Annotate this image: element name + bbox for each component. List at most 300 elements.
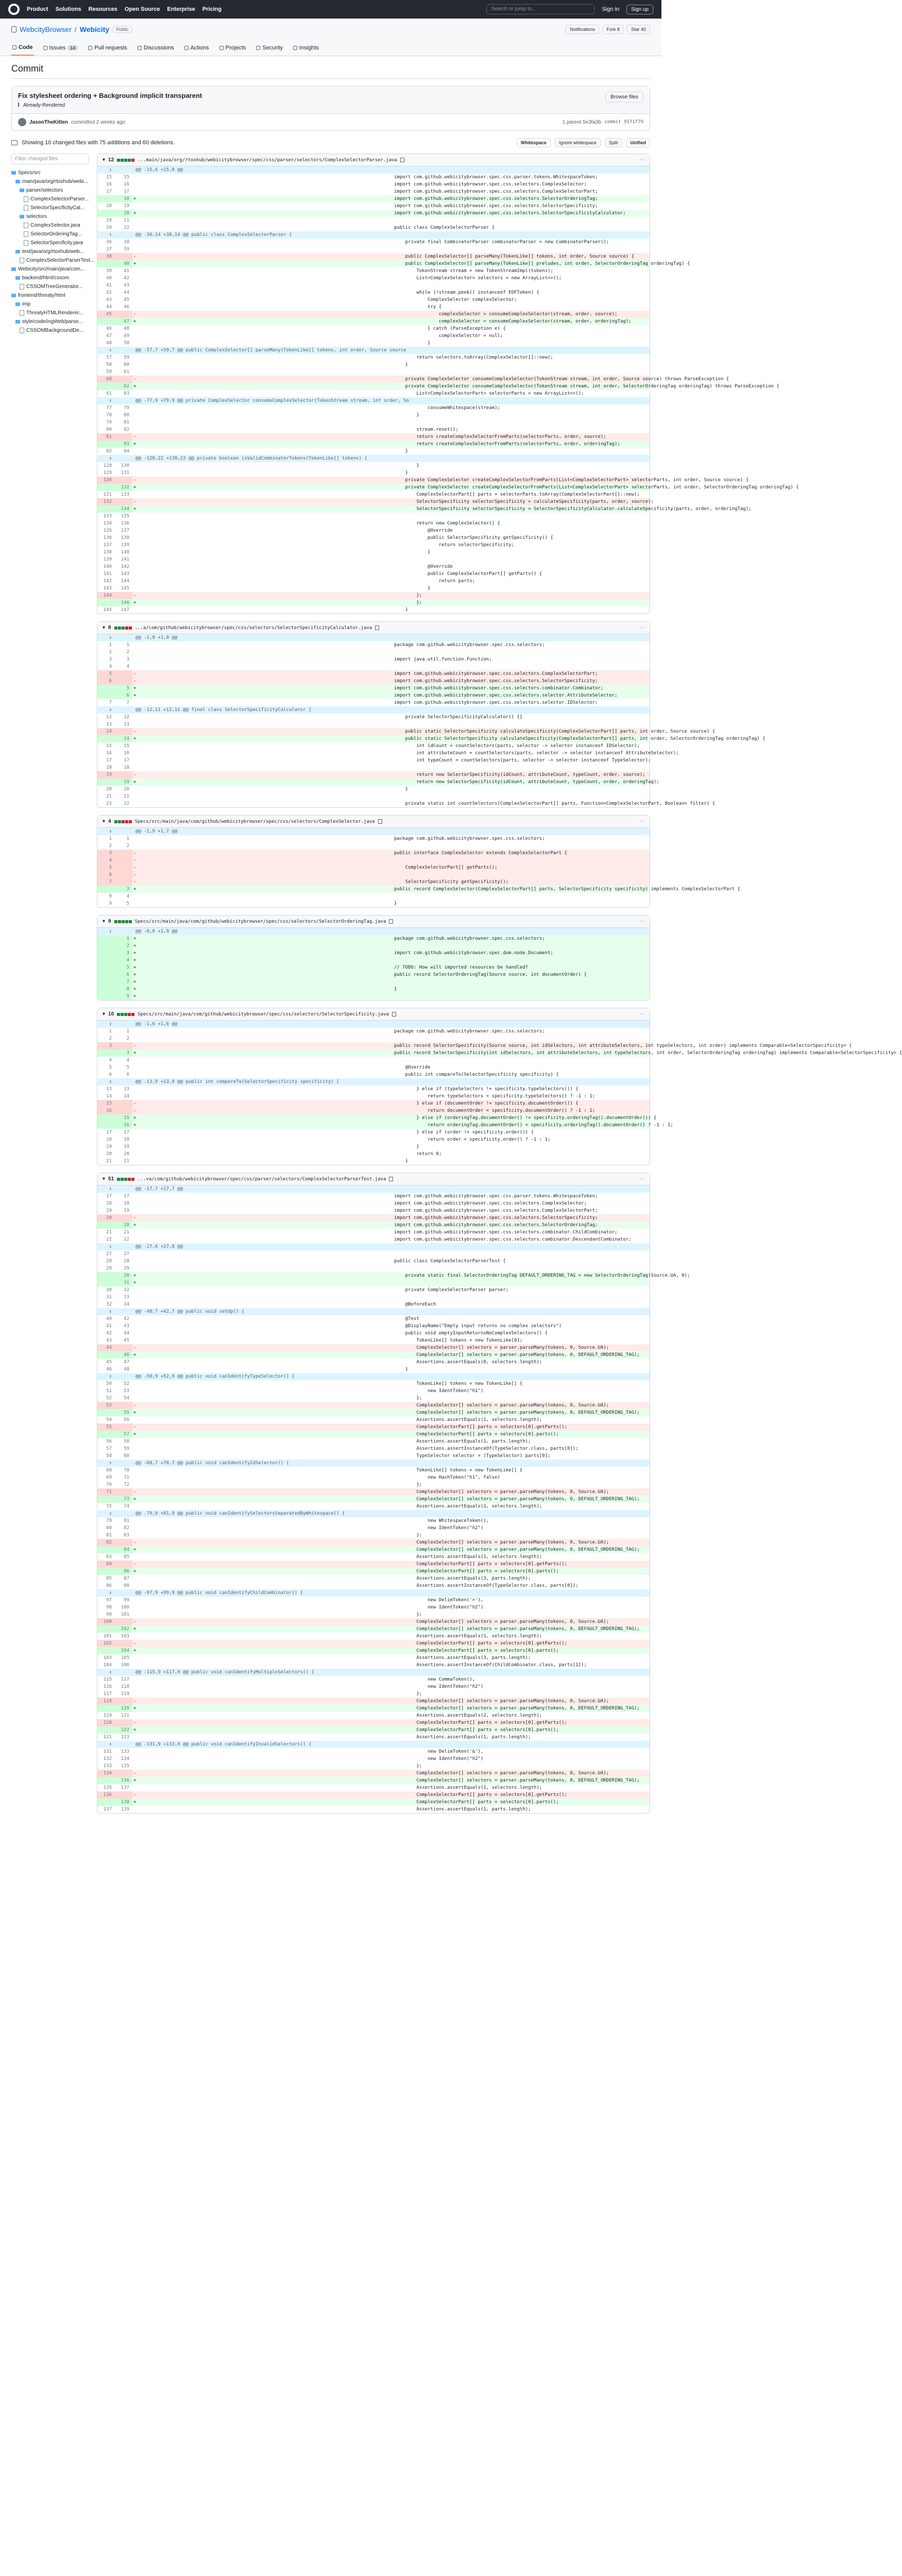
old-line-number[interactable]: 101 <box>103 1634 112 1639</box>
file-tree-toggle-icon[interactable] <box>11 140 18 145</box>
new-line-number[interactable]: 70 <box>124 1468 129 1473</box>
fork-button[interactable]: Fork 8 <box>602 25 624 34</box>
old-line-number[interactable]: 1 <box>109 1029 112 1034</box>
old-line-number[interactable]: 137 <box>103 543 112 548</box>
new-line-number[interactable]: 3 <box>115 886 132 893</box>
new-line-number[interactable]: 45 <box>124 297 129 302</box>
new-line-number[interactable] <box>115 1539 132 1546</box>
chevron-down-icon[interactable]: ▾ <box>103 1011 106 1017</box>
old-line-number[interactable]: 85 <box>106 1576 112 1581</box>
old-line-number[interactable]: 78 <box>106 413 112 418</box>
kebab-menu-icon[interactable]: ⋯ <box>639 625 644 631</box>
old-line-number[interactable]: 51 <box>106 1388 112 1394</box>
tab-issues[interactable] <box>42 41 79 56</box>
new-line-number[interactable]: 139 <box>121 543 129 548</box>
new-line-number[interactable]: 59 <box>124 1446 129 1451</box>
old-line-number[interactable]: 82 <box>106 449 112 454</box>
avatar[interactable] <box>18 118 26 126</box>
old-line-number[interactable]: 39 <box>106 268 112 274</box>
new-line-number[interactable] <box>115 864 132 871</box>
old-line-number[interactable]: 38 <box>97 253 115 260</box>
new-line-number[interactable]: 44 <box>124 290 129 295</box>
old-line-number[interactable]: 6 <box>97 677 115 685</box>
old-line-number[interactable]: 100 <box>97 1618 115 1625</box>
browse-files-button[interactable]: Browse files <box>605 92 643 103</box>
old-line-number[interactable] <box>97 692 115 699</box>
sign-in-link[interactable]: Sign in <box>602 6 620 12</box>
chevron-down-icon[interactable]: ▾ <box>103 819 106 824</box>
old-line-number[interactable]: 7 <box>109 700 112 705</box>
old-line-number[interactable]: 130 <box>97 477 115 484</box>
old-line-number[interactable]: 5 <box>97 670 115 677</box>
whitespace-toggle[interactable]: Whitespace <box>517 138 551 147</box>
new-line-number[interactable]: 138 <box>115 1799 132 1806</box>
tree-file[interactable] <box>11 309 89 317</box>
new-line-number[interactable]: 18 <box>115 195 132 202</box>
new-line-number[interactable]: 81 <box>124 1518 129 1523</box>
filter-files-input[interactable]: Filter changed files <box>11 154 89 164</box>
tree-file[interactable] <box>11 282 89 291</box>
expand-icon[interactable]: ↕ <box>97 397 115 404</box>
old-line-number[interactable]: 134 <box>97 1770 115 1777</box>
old-line-number[interactable]: 137 <box>103 1807 112 1812</box>
new-line-number[interactable]: 41 <box>124 268 129 274</box>
old-line-number[interactable]: 80 <box>106 427 112 432</box>
new-line-number[interactable]: 4 <box>115 957 132 964</box>
old-line-number[interactable]: 128 <box>103 463 112 468</box>
new-line-number[interactable]: 48 <box>124 326 129 331</box>
new-line-number[interactable] <box>115 1770 132 1777</box>
old-line-number[interactable]: 18 <box>106 204 112 209</box>
tree-folder[interactable] <box>11 177 89 186</box>
expand-icon[interactable]: ↕ <box>97 634 115 641</box>
old-line-number[interactable]: 58 <box>106 362 112 367</box>
new-line-number[interactable]: 133 <box>121 492 129 497</box>
new-line-number[interactable]: 38 <box>124 240 129 245</box>
old-line-number[interactable] <box>97 1409 115 1416</box>
new-line-number[interactable] <box>115 871 132 878</box>
old-line-number[interactable]: 97 <box>106 1598 112 1603</box>
new-line-number[interactable]: 63 <box>124 391 129 396</box>
old-line-number[interactable]: 20 <box>97 1214 115 1222</box>
new-line-number[interactable]: 123 <box>121 1735 129 1740</box>
old-line-number[interactable]: 15 <box>97 1100 115 1107</box>
tree-folder[interactable] <box>11 291 89 300</box>
expand-icon[interactable]: ↕ <box>97 1185 115 1193</box>
new-line-number[interactable]: 47 <box>115 318 132 325</box>
new-line-number[interactable]: 3 <box>115 1049 132 1057</box>
new-line-number[interactable]: 28 <box>124 1259 129 1264</box>
old-line-number[interactable]: 60 <box>97 376 115 383</box>
kebab-menu-icon[interactable]: ⋯ <box>639 919 644 924</box>
new-line-number[interactable]: 59 <box>124 355 129 360</box>
new-line-number[interactable]: 62 <box>115 383 132 390</box>
new-line-number[interactable]: 43 <box>124 283 129 288</box>
old-line-number[interactable]: 2 <box>109 650 112 655</box>
new-line-number[interactable]: 6 <box>115 692 132 699</box>
tree-file[interactable] <box>11 326 89 335</box>
old-line-number[interactable]: 144 <box>97 592 115 599</box>
old-line-number[interactable]: 31 <box>106 1295 112 1300</box>
chevron-down-icon[interactable]: ▾ <box>103 157 106 163</box>
old-line-number[interactable]: 41 <box>106 1324 112 1329</box>
new-line-number[interactable]: 31 <box>115 1279 132 1286</box>
new-line-number[interactable]: 17 <box>124 1130 129 1135</box>
new-line-number[interactable]: 4 <box>126 1058 129 1063</box>
nav-enterprise[interactable]: Enterprise <box>167 6 195 12</box>
new-line-number[interactable]: 87 <box>124 1576 129 1581</box>
old-line-number[interactable]: 46 <box>106 1367 112 1372</box>
tab-pull-requests[interactable] <box>87 41 128 56</box>
old-line-number[interactable] <box>97 1351 115 1359</box>
old-line-number[interactable]: 3 <box>109 657 112 662</box>
new-line-number[interactable]: 20 <box>115 210 132 217</box>
new-line-number[interactable]: 33 <box>124 1295 129 1300</box>
new-line-number[interactable]: 82 <box>124 1526 129 1531</box>
old-line-number[interactable]: 40 <box>106 1316 112 1321</box>
old-line-number[interactable]: 41 <box>106 283 112 288</box>
old-line-number[interactable] <box>97 383 115 390</box>
new-line-number[interactable] <box>115 253 132 260</box>
old-line-number[interactable]: 99 <box>106 1612 112 1617</box>
copy-icon[interactable] <box>392 1012 396 1016</box>
old-line-number[interactable]: 40 <box>106 276 112 281</box>
new-line-number[interactable] <box>115 1100 132 1107</box>
new-line-number[interactable]: 4 <box>126 664 129 669</box>
new-line-number[interactable] <box>115 498 132 505</box>
old-line-number[interactable] <box>97 1222 115 1229</box>
old-line-number[interactable]: 43 <box>106 297 112 302</box>
new-line-number[interactable]: 74 <box>124 1504 129 1509</box>
new-line-number[interactable]: 85 <box>124 1554 129 1560</box>
old-line-number[interactable] <box>97 195 115 202</box>
old-line-number[interactable]: 59 <box>106 369 112 375</box>
old-line-number[interactable] <box>97 950 115 957</box>
new-line-number[interactable]: 58 <box>124 1439 129 1444</box>
old-line-number[interactable]: 37 <box>106 247 112 252</box>
old-line-number[interactable]: 22 <box>106 801 112 806</box>
old-line-number[interactable]: 119 <box>103 1713 112 1718</box>
old-line-number[interactable]: 2 <box>109 1036 112 1041</box>
new-line-number[interactable] <box>115 1791 132 1799</box>
new-line-number[interactable]: 60 <box>124 1453 129 1459</box>
new-line-number[interactable]: 102 <box>115 1625 132 1633</box>
old-line-number[interactable]: 36 <box>106 240 112 245</box>
old-line-number[interactable]: 21 <box>106 794 112 799</box>
old-line-number[interactable]: 6 <box>109 1072 112 1077</box>
new-line-number[interactable]: 18 <box>124 1137 129 1142</box>
repo-name-link[interactable]: Webicity <box>79 25 110 33</box>
diff-file-path[interactable]: ...main/java/org/rtoxhub/webicitybrowser/spec/css/parser/selectors/ComplexSelectorParser.java <box>138 157 398 163</box>
new-line-number[interactable]: 5 <box>126 1065 129 1070</box>
new-line-number[interactable]: 121 <box>121 1713 129 1718</box>
old-line-number[interactable]: 2 <box>109 843 112 849</box>
old-line-number[interactable]: 14 <box>97 728 115 735</box>
new-line-number[interactable]: 22 <box>124 801 129 806</box>
new-line-number[interactable] <box>115 677 132 685</box>
new-line-number[interactable]: 140 <box>121 550 129 555</box>
new-line-number[interactable]: 2 <box>126 650 129 655</box>
new-line-number[interactable]: 137 <box>121 528 129 533</box>
new-line-number[interactable]: 135 <box>121 1764 129 1769</box>
expand-icon[interactable]: ↕ <box>97 1373 115 1380</box>
new-line-number[interactable] <box>115 592 132 599</box>
tab-discussions[interactable] <box>137 41 175 56</box>
old-line-number[interactable] <box>97 778 115 786</box>
new-line-number[interactable]: 1 <box>126 836 129 841</box>
new-line-number[interactable]: 16 <box>124 751 129 756</box>
old-line-number[interactable] <box>97 440 115 448</box>
old-line-number[interactable]: 138 <box>103 550 112 555</box>
old-line-number[interactable]: 15 <box>106 743 112 749</box>
old-line-number[interactable] <box>97 1279 115 1286</box>
new-line-number[interactable]: 3 <box>115 950 132 957</box>
old-line-number[interactable] <box>97 735 115 742</box>
tab-insights[interactable] <box>292 41 320 56</box>
new-line-number[interactable] <box>115 311 132 318</box>
old-line-number[interactable] <box>97 1568 115 1575</box>
new-line-number[interactable] <box>115 878 132 886</box>
new-line-number[interactable] <box>115 857 132 864</box>
old-line-number[interactable] <box>97 1799 115 1806</box>
old-line-number[interactable]: 5 <box>109 1065 112 1070</box>
star-button[interactable]: Star 40 <box>627 25 650 34</box>
old-line-number[interactable]: 82 <box>97 1539 115 1546</box>
old-line-number[interactable]: 4 <box>109 1058 112 1063</box>
old-line-number[interactable] <box>97 1625 115 1633</box>
expand-icon[interactable]: ↕ <box>97 1243 115 1250</box>
old-line-number[interactable]: 43 <box>106 1338 112 1343</box>
old-line-number[interactable]: 19 <box>106 1144 112 1149</box>
old-line-number[interactable]: 4 <box>109 664 112 669</box>
new-line-number[interactable]: 40 <box>115 260 132 267</box>
old-line-number[interactable]: 131 <box>103 492 112 497</box>
new-line-number[interactable]: 18 <box>124 765 129 770</box>
old-line-number[interactable]: 133 <box>103 1764 112 1769</box>
old-line-number[interactable]: 135 <box>103 528 112 533</box>
new-line-number[interactable]: 105 <box>121 1655 129 1660</box>
old-line-number[interactable]: 135 <box>103 1785 112 1790</box>
ignore-whitespace-toggle[interactable]: Ignore whitespace <box>555 138 601 147</box>
old-line-number[interactable]: 116 <box>103 1684 112 1689</box>
new-line-number[interactable]: 13 <box>124 722 129 727</box>
old-line-number[interactable] <box>97 1496 115 1503</box>
old-line-number[interactable] <box>97 210 115 217</box>
new-line-number[interactable]: 47 <box>124 1360 129 1365</box>
tree-file[interactable] <box>11 230 89 239</box>
old-line-number[interactable]: 17 <box>106 1194 112 1199</box>
old-line-number[interactable]: 129 <box>103 470 112 476</box>
expand-icon[interactable]: ↕ <box>97 347 115 354</box>
new-line-number[interactable]: 122 <box>115 1726 132 1734</box>
new-line-number[interactable]: 55 <box>115 1409 132 1416</box>
kebab-menu-icon[interactable]: ⋯ <box>639 157 644 163</box>
new-line-number[interactable]: 5 <box>115 964 132 971</box>
old-line-number[interactable]: 140 <box>103 564 112 569</box>
old-line-number[interactable]: 22 <box>106 1237 112 1242</box>
tree-file[interactable] <box>11 256 95 265</box>
new-line-number[interactable]: 22 <box>124 225 129 230</box>
new-line-number[interactable]: 71 <box>124 1475 129 1480</box>
new-line-number[interactable] <box>115 1042 132 1049</box>
new-line-number[interactable]: 19 <box>124 1208 129 1213</box>
new-line-number[interactable]: 17 <box>124 1194 129 1199</box>
new-line-number[interactable]: 136 <box>121 521 129 526</box>
expand-icon[interactable]: ↕ <box>97 1510 115 1517</box>
old-line-number[interactable]: 56 <box>106 1439 112 1444</box>
kebab-menu-icon[interactable]: ⋯ <box>639 819 644 824</box>
tab-code[interactable] <box>11 41 34 56</box>
diff-file-path[interactable]: Specs/src/main/java/com/github/webicitybrowser/spec/css/selectors/ComplexSelector.java <box>134 819 375 824</box>
tree-folder[interactable] <box>11 168 89 177</box>
new-line-number[interactable]: 19 <box>124 204 129 209</box>
new-line-number[interactable]: 82 <box>124 427 129 432</box>
new-line-number[interactable]: 30 <box>115 1272 132 1279</box>
old-line-number[interactable]: 7 <box>97 878 115 886</box>
old-line-number[interactable] <box>97 1705 115 1712</box>
new-line-number[interactable]: 6 <box>126 1072 129 1077</box>
old-line-number[interactable]: 55 <box>97 1423 115 1431</box>
old-line-number[interactable]: 79 <box>106 1518 112 1523</box>
split-view-button[interactable]: Split <box>605 138 622 147</box>
old-line-number[interactable]: 8 <box>109 894 112 899</box>
expand-icon[interactable]: ↕ <box>97 1460 115 1467</box>
new-line-number[interactable]: 146 <box>115 599 132 606</box>
new-line-number[interactable]: 15 <box>124 743 129 749</box>
new-line-number[interactable]: 2 <box>126 843 129 849</box>
tree-folder[interactable] <box>11 265 89 274</box>
tree-folder[interactable] <box>11 274 89 282</box>
chevron-down-icon[interactable]: ▾ <box>103 919 106 924</box>
commit-sha[interactable]: commit 9171f79 <box>604 120 643 125</box>
old-line-number[interactable] <box>97 935 115 942</box>
nav-open-source[interactable]: Open Source <box>124 6 160 12</box>
kebab-menu-icon[interactable]: ⋯ <box>639 1176 644 1182</box>
new-line-number[interactable] <box>115 1719 132 1726</box>
new-line-number[interactable]: 117 <box>121 1677 129 1682</box>
old-line-number[interactable]: 13 <box>106 722 112 727</box>
old-line-number[interactable]: 13 <box>106 1087 112 1092</box>
old-line-number[interactable]: 132 <box>97 498 115 505</box>
old-line-number[interactable]: 47 <box>106 333 112 338</box>
new-line-number[interactable] <box>115 1214 132 1222</box>
old-line-number[interactable]: 118 <box>97 1698 115 1705</box>
old-line-number[interactable]: 44 <box>106 304 112 310</box>
old-line-number[interactable]: 9 <box>109 901 112 906</box>
old-line-number[interactable]: 45 <box>97 311 115 318</box>
new-line-number[interactable]: 13 <box>124 1087 129 1092</box>
old-line-number[interactable]: 42 <box>106 290 112 295</box>
new-line-number[interactable] <box>115 1488 132 1496</box>
new-line-number[interactable]: 57 <box>115 1431 132 1438</box>
expand-icon[interactable]: ↕ <box>97 828 115 835</box>
old-line-number[interactable]: 72 <box>106 1504 112 1509</box>
old-line-number[interactable]: 145 <box>103 607 112 613</box>
new-line-number[interactable]: 17 <box>124 758 129 763</box>
old-line-number[interactable]: 16 <box>97 1107 115 1114</box>
old-line-number[interactable] <box>97 1272 115 1279</box>
old-line-number[interactable]: 21 <box>106 1230 112 1235</box>
old-line-number[interactable]: 80 <box>106 1526 112 1531</box>
expand-icon[interactable]: ↕ <box>97 706 115 714</box>
old-line-number[interactable]: 77 <box>106 405 112 411</box>
new-line-number[interactable]: 2 <box>126 1036 129 1041</box>
new-line-number[interactable] <box>115 1640 132 1647</box>
new-line-number[interactable] <box>115 850 132 857</box>
old-line-number[interactable]: 20 <box>106 1151 112 1157</box>
tree-folder[interactable] <box>11 247 89 256</box>
new-line-number[interactable]: 52 <box>124 1381 129 1386</box>
new-line-number[interactable]: 18 <box>124 1201 129 1206</box>
new-line-number[interactable]: 130 <box>121 463 129 468</box>
old-line-number[interactable]: 54 <box>106 1417 112 1422</box>
old-line-number[interactable]: 6 <box>97 871 115 878</box>
new-line-number[interactable]: 104 <box>115 1647 132 1654</box>
diff-file-path[interactable]: Specs/src/main/java/com/github/webicitybrowser/spec/css/selectors/SelectorSpecificity.java <box>138 1011 389 1017</box>
old-line-number[interactable]: 103 <box>103 1655 112 1660</box>
new-line-number[interactable]: 147 <box>121 607 129 613</box>
nav-pricing[interactable]: Pricing <box>202 6 222 12</box>
old-line-number[interactable]: 102 <box>97 1640 115 1647</box>
old-line-number[interactable]: 81 <box>106 1533 112 1538</box>
new-line-number[interactable] <box>115 433 132 440</box>
new-line-number[interactable]: 7 <box>115 978 132 986</box>
old-line-number[interactable]: 83 <box>106 1554 112 1560</box>
new-line-number[interactable]: 100 <box>121 1605 129 1610</box>
old-line-number[interactable] <box>97 942 115 950</box>
tab-actions[interactable] <box>183 41 210 56</box>
old-line-number[interactable]: 18 <box>106 765 112 770</box>
commit-parents[interactable]: 1 parent 5e3fa3b <box>562 119 602 125</box>
new-line-number[interactable] <box>115 771 132 778</box>
new-line-number[interactable]: 133 <box>121 1749 129 1754</box>
new-line-number[interactable]: 46 <box>124 304 129 310</box>
new-line-number[interactable] <box>115 1561 132 1568</box>
tree-file[interactable] <box>11 221 89 230</box>
old-line-number[interactable] <box>97 1049 115 1057</box>
new-line-number[interactable] <box>115 1107 132 1114</box>
new-line-number[interactable]: 135 <box>121 514 129 519</box>
copy-icon[interactable] <box>400 158 404 162</box>
old-line-number[interactable]: 79 <box>106 420 112 425</box>
old-line-number[interactable] <box>97 599 115 606</box>
old-line-number[interactable]: 28 <box>106 1259 112 1264</box>
expand-icon[interactable]: ↕ <box>97 1669 115 1676</box>
new-line-number[interactable]: 2 <box>115 942 132 950</box>
old-line-number[interactable]: 29 <box>106 1266 112 1271</box>
new-line-number[interactable]: 141 <box>121 557 129 562</box>
old-line-number[interactable]: 20 <box>106 787 112 792</box>
new-line-number[interactable]: 20 <box>124 787 129 792</box>
copy-icon[interactable] <box>375 625 379 630</box>
new-line-number[interactable]: 34 <box>124 1302 129 1307</box>
diff-file-path[interactable]: ...a/com/github/webicitybrowser/spec/css/selectors/SelectorSpecificityCalculator.java <box>134 625 372 631</box>
new-line-number[interactable]: 21 <box>124 218 129 223</box>
sign-up-button[interactable]: Sign up <box>626 5 653 14</box>
expand-icon[interactable]: ↕ <box>97 1589 115 1597</box>
new-line-number[interactable]: 61 <box>124 369 129 375</box>
new-line-number[interactable]: 145 <box>121 586 129 591</box>
new-line-number[interactable]: 5 <box>126 901 129 906</box>
new-line-number[interactable]: 99 <box>124 1598 129 1603</box>
new-line-number[interactable]: 138 <box>121 535 129 540</box>
expand-icon[interactable]: ↕ <box>97 1021 115 1028</box>
new-line-number[interactable]: 19 <box>115 778 132 786</box>
new-line-number[interactable]: 131 <box>121 470 129 476</box>
new-line-number[interactable]: 22 <box>124 1237 129 1242</box>
old-line-number[interactable]: 98 <box>106 1605 112 1610</box>
new-line-number[interactable]: 1 <box>126 1029 129 1034</box>
